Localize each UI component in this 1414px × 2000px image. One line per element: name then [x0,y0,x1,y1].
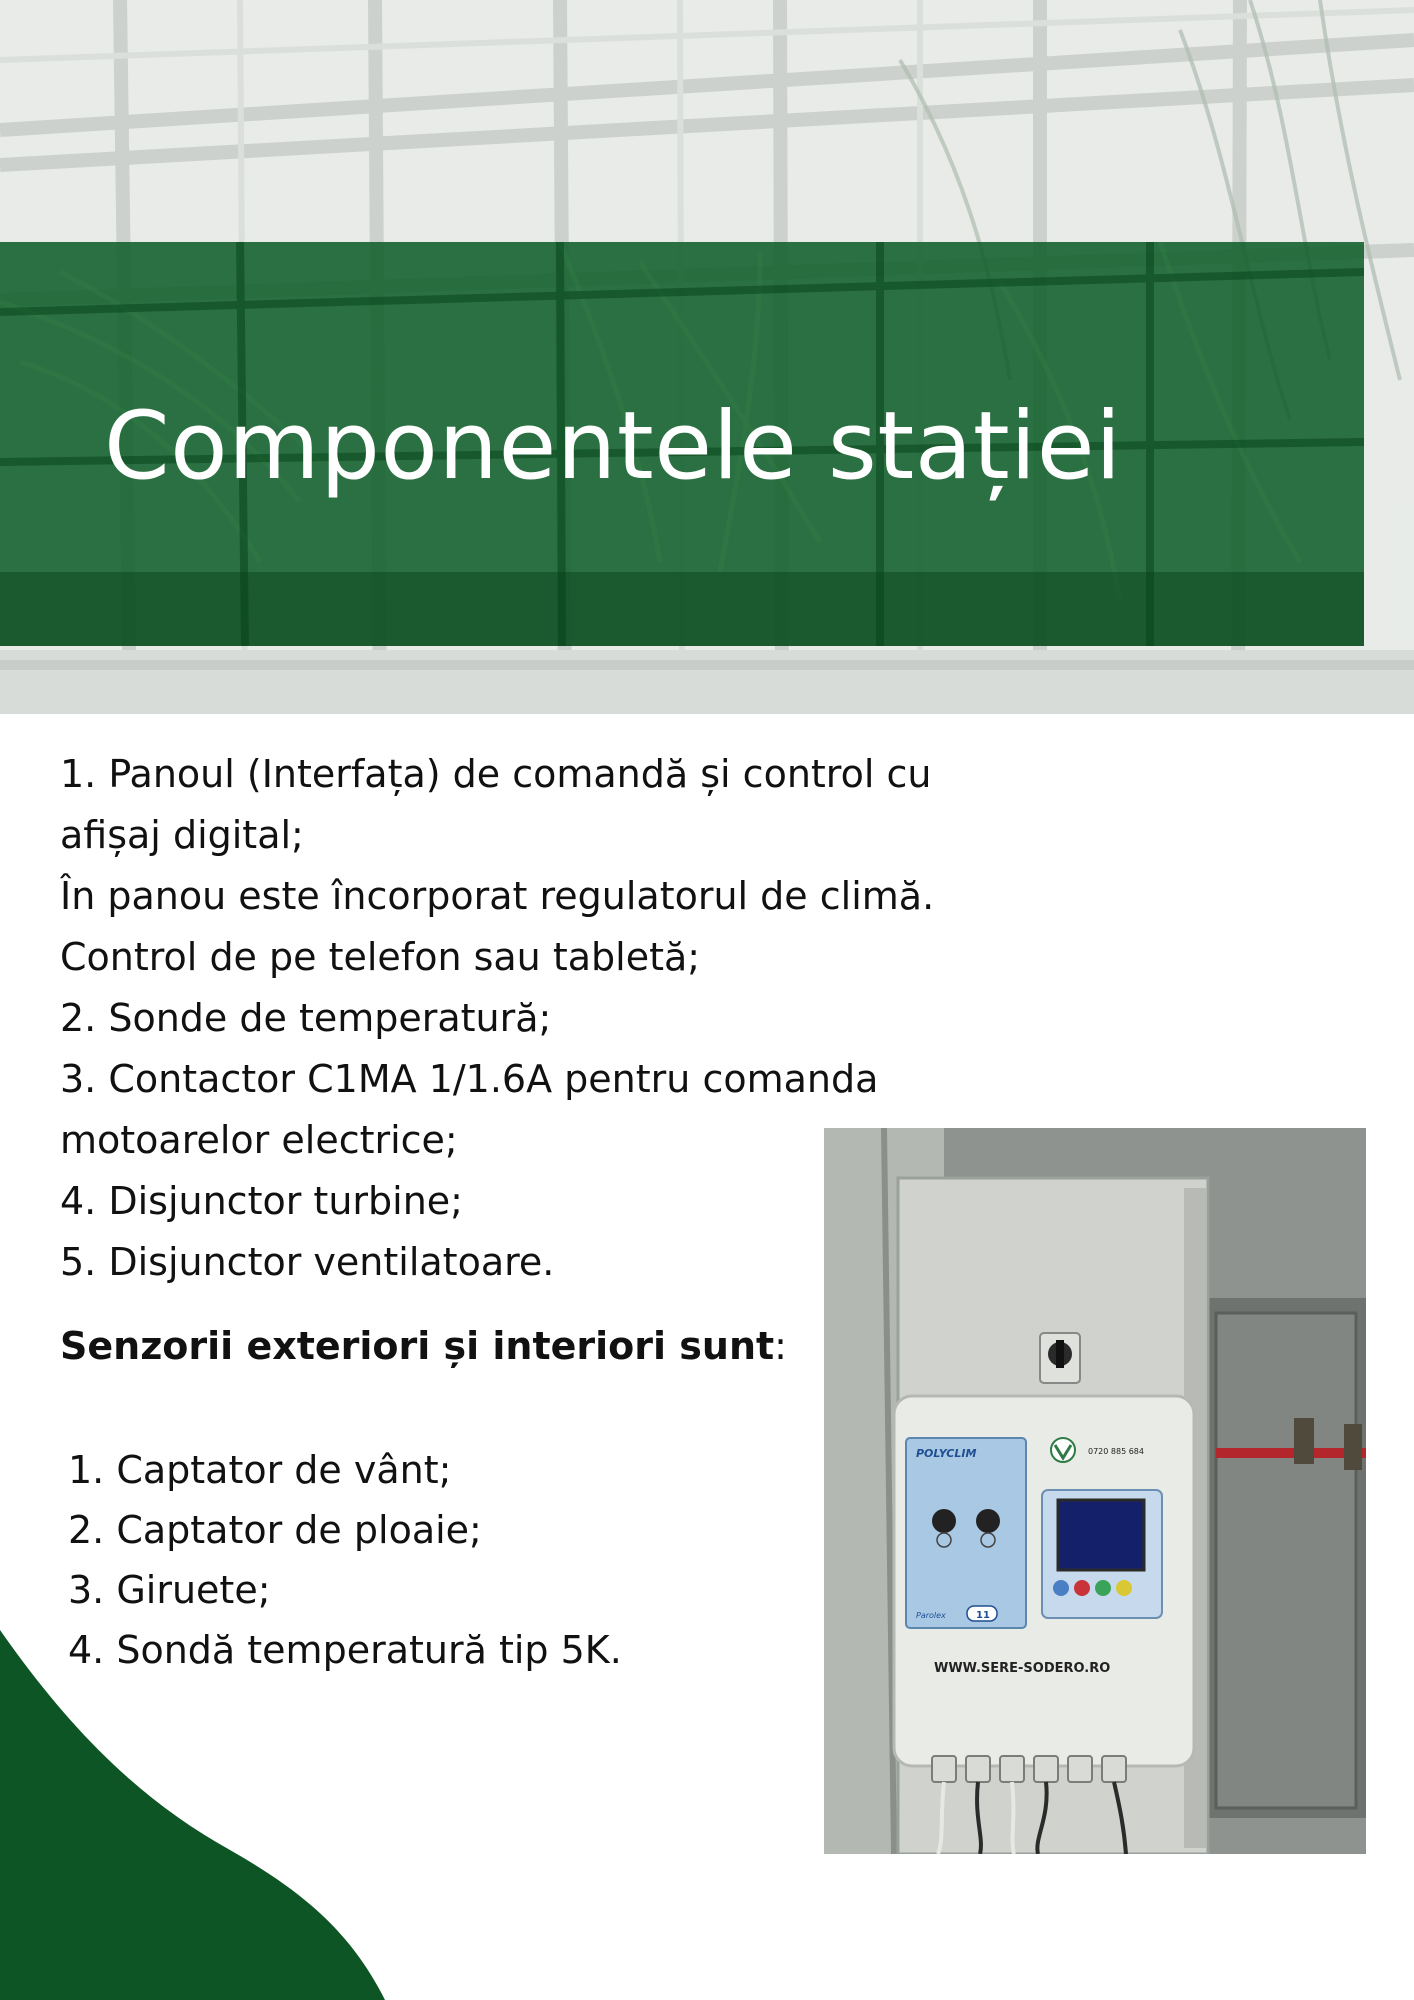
list-item: 2. Sonde de temperatură; [60,996,552,1040]
decorative-green-wave [0,1600,420,2000]
list-item: 2. Captator de ploaie; [68,1508,482,1552]
list-item: 3. Contactor C1MA 1/1.6A pentru comanda [60,1057,879,1101]
brand-label: POLYCLIM [916,1447,977,1460]
list-item: 1. Captator de vânt; [68,1448,452,1492]
control-panel-photo [824,1128,1366,1854]
model-number: 11 [976,1610,990,1621]
list-item: 3. Giruete; [68,1568,271,1612]
list-item: 4. Sondă temperatură tip 5K. [68,1628,622,1672]
sensors-heading-colon: : [774,1324,787,1368]
website-label: WWW.SERE-SODERO.RO [934,1661,1111,1676]
list-item: În panou este încorporat regulatorul de climă. [60,874,935,918]
list-item: 5. Disjunctor ventilatoare. [60,1240,555,1284]
list-item: motoarelor electrice; [60,1118,458,1162]
sensors-heading-text: Senzorii exteriori și interiori sunt [60,1324,775,1368]
list-item: Control de pe telefon sau tabletă; [60,935,701,979]
list-item: afișaj digital; [60,813,304,857]
page-title: Componentele stației [104,392,1122,501]
list-item: 4. Disjunctor turbine; [60,1179,463,1223]
model-label: Parolex [916,1611,946,1620]
phone-number: 0720 885 684 [1088,1447,1144,1456]
list-item: 1. Panoul (Interfața) de comandă și control cu [60,752,932,796]
control-cabinet-illustration [824,1128,1366,1854]
sensors-heading [60,1316,787,1376]
